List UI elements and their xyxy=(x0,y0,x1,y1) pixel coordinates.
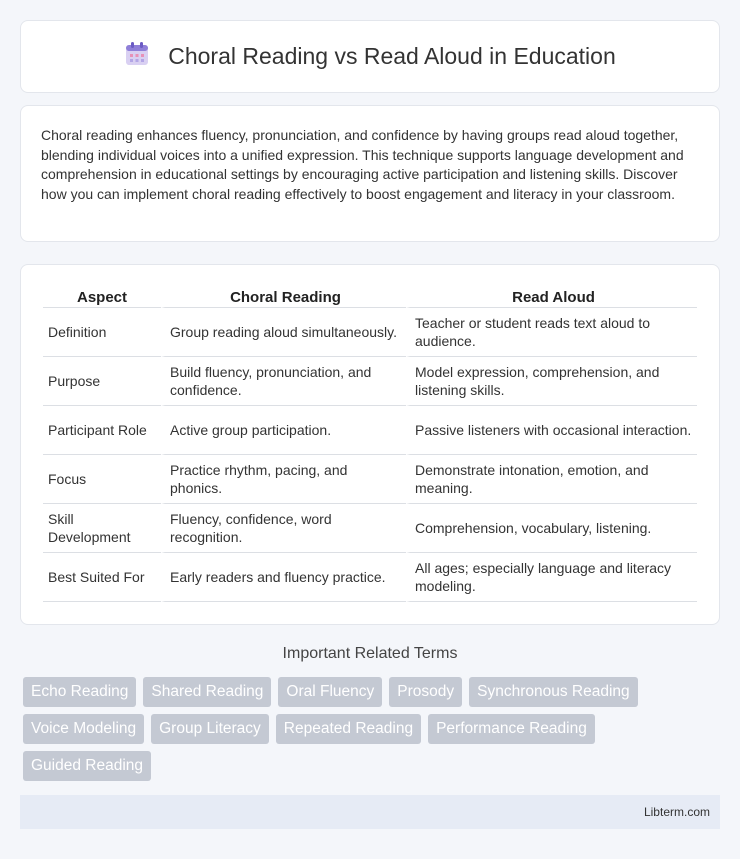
tag-synchronous-reading[interactable]: Synchronous Reading xyxy=(469,677,638,707)
row-choral: Early readers and fluency practice. xyxy=(161,553,406,602)
row-read-aloud: All ages; especially language and literacy modeling. xyxy=(406,553,697,602)
footer xyxy=(20,795,720,829)
tag-prosody[interactable]: Prosody xyxy=(389,677,462,707)
table-row xyxy=(43,504,697,553)
row-choral: Practice rhythm, pacing, and phonics. xyxy=(161,455,406,504)
intro-card xyxy=(20,105,720,242)
row-read-aloud: Teacher or student reads text aloud to audience. xyxy=(406,308,697,357)
row-aspect: Purpose xyxy=(43,357,161,406)
table-row xyxy=(43,308,697,357)
row-read-aloud: Comprehension, vocabulary, listening. xyxy=(406,504,697,553)
header-aspect: Aspect xyxy=(43,287,161,308)
header-card xyxy=(20,20,720,93)
tag-repeated-reading[interactable]: Repeated Reading xyxy=(276,714,421,744)
table-row xyxy=(43,455,697,504)
row-choral: Active group participation. xyxy=(161,406,406,455)
table-header-row xyxy=(43,287,697,308)
row-aspect: Skill Development xyxy=(43,504,161,553)
footer-brand[interactable]: Libterm.com xyxy=(643,805,710,819)
tag-group-literacy[interactable]: Group Literacy xyxy=(151,714,269,744)
tag-voice-modeling[interactable]: Voice Modeling xyxy=(23,714,144,744)
tag-guided-reading[interactable]: Guided Reading xyxy=(23,751,151,781)
row-read-aloud: Passive listeners with occasional interaction. xyxy=(406,406,697,455)
calendar-icon xyxy=(124,41,150,72)
table-row xyxy=(43,357,697,406)
tag-oral-fluency[interactable]: Oral Fluency xyxy=(278,677,382,707)
tag-shared-reading[interactable]: Shared Reading xyxy=(143,677,271,707)
table-row xyxy=(43,553,697,602)
row-choral: Build fluency, pronunciation, and confidence. xyxy=(161,357,406,406)
row-aspect: Participant Role xyxy=(43,406,161,455)
row-aspect: Definition xyxy=(43,308,161,357)
comparison-table-card xyxy=(20,264,720,625)
row-aspect: Focus xyxy=(43,455,161,504)
table-row xyxy=(43,406,697,455)
related-terms-title: Important Related Terms xyxy=(282,645,458,662)
comparison-table xyxy=(43,287,697,602)
row-choral: Group reading aloud simultaneously. xyxy=(161,308,406,357)
related-terms-list xyxy=(23,677,713,781)
row-read-aloud: Model expression, comprehension, and listening skills. xyxy=(406,357,697,406)
page-title: Choral Reading vs Read Aloud in Education xyxy=(168,43,616,69)
tag-performance-reading[interactable]: Performance Reading xyxy=(428,714,595,744)
header-choral-reading: Choral Reading xyxy=(161,287,406,308)
row-choral: Fluency, confidence, word recognition. xyxy=(161,504,406,553)
intro-text: Choral reading enhances fluency, pronunciation, and confidence by having groups read aloud together, blending individual voices into a unified expression. This technique supports language development and comprehension in educational settings by encouraging active participation and listening skills. Discover how you can implement choral reading effectively to boost engagement and literacy in your classroom. xyxy=(41,127,684,202)
row-read-aloud: Demonstrate intonation, emotion, and meaning. xyxy=(406,455,697,504)
tag-echo-reading[interactable]: Echo Reading xyxy=(23,677,136,707)
header-read-aloud: Read Aloud xyxy=(406,287,697,308)
row-aspect: Best Suited For xyxy=(43,553,161,602)
